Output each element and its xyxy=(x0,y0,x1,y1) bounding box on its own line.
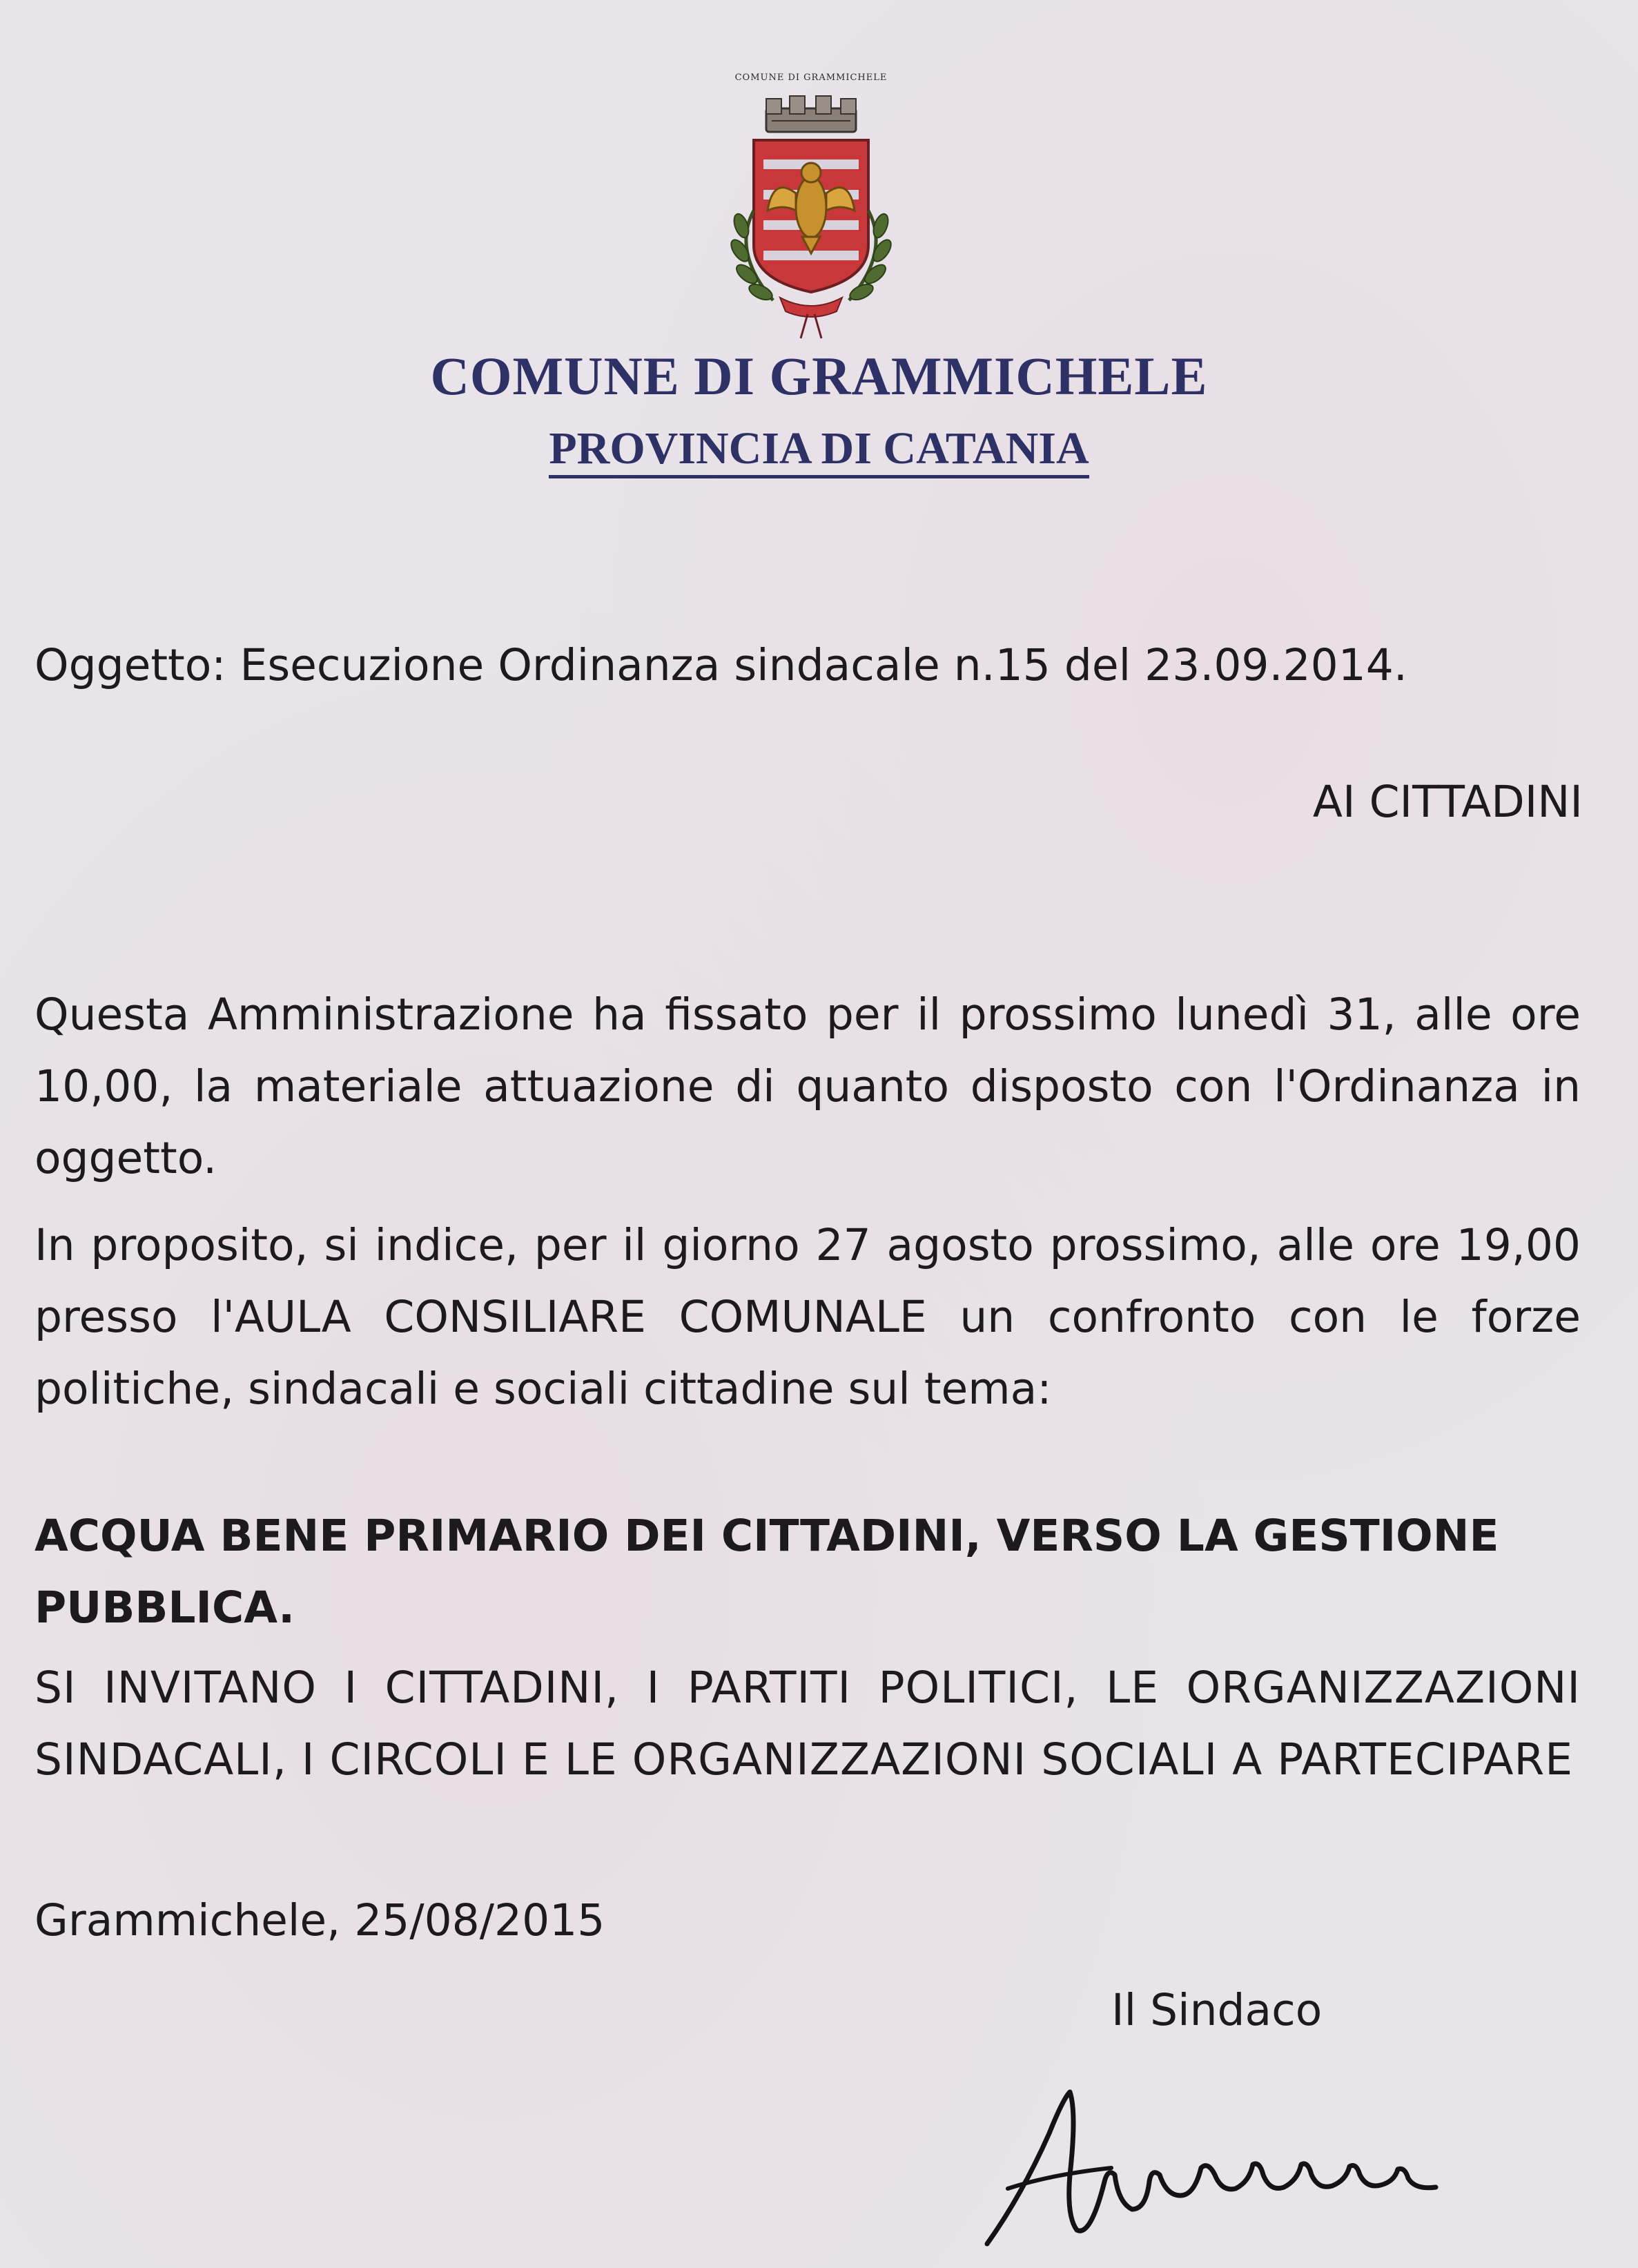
shield-icon xyxy=(754,140,868,292)
recipient-line: AI CITTADINI xyxy=(1312,777,1583,827)
place-and-date: Grammichele, 25/08/2015 xyxy=(35,1895,605,1946)
meeting-theme: ACQUA BENE PRIMARIO DEI CITTADINI, VERSO LA GESTIONE PUBBLICA. xyxy=(35,1511,1499,1633)
handwritten-signature xyxy=(966,2071,1491,2258)
signatory-title: Il Sindaco xyxy=(1111,1985,1323,2035)
crest-caption: COMUNE DI GRAMMICHELE xyxy=(734,72,888,83)
invitation-text: SI INVITANO I CITTADINI, I PARTITI POLITICI, LE ORGANIZZAZIONI SINDACALI, I CIRCOLI E LE ORGANIZZAZIONI SOCIALI A PARTECIPARE xyxy=(35,1663,1581,1785)
province-title-text: PROVINCIA DI CATANIA xyxy=(549,423,1089,478)
paragraph-announcement: Questa Amministrazione ha fissato per il prossimo lunedì 31, alle ore 10,00, la materiale attuazione di quanto disposto con l'Ordinanza in oggetto. xyxy=(35,989,1581,1183)
subject-line: Oggetto: Esecuzione Ordinanza sindacale n.15 del 23.09.2014. xyxy=(35,640,1407,690)
crown-icon xyxy=(766,96,856,132)
province-title xyxy=(0,423,1638,475)
coat-of-arms xyxy=(711,72,911,349)
paragraph-meeting: In proposito, si indice, per il giorno 27 agosto prossimo, alle ore 19,00 presso l'AULA CONSILIARE COMUNALE un confronto con le forze politiche, sindacali e sociali cittadine sul tema: xyxy=(35,1220,1581,1414)
ribbon-icon xyxy=(780,298,842,338)
municipality-title: COMUNE DI GRAMMICHELE xyxy=(430,346,1208,406)
crest-emblem-icon xyxy=(711,72,911,349)
